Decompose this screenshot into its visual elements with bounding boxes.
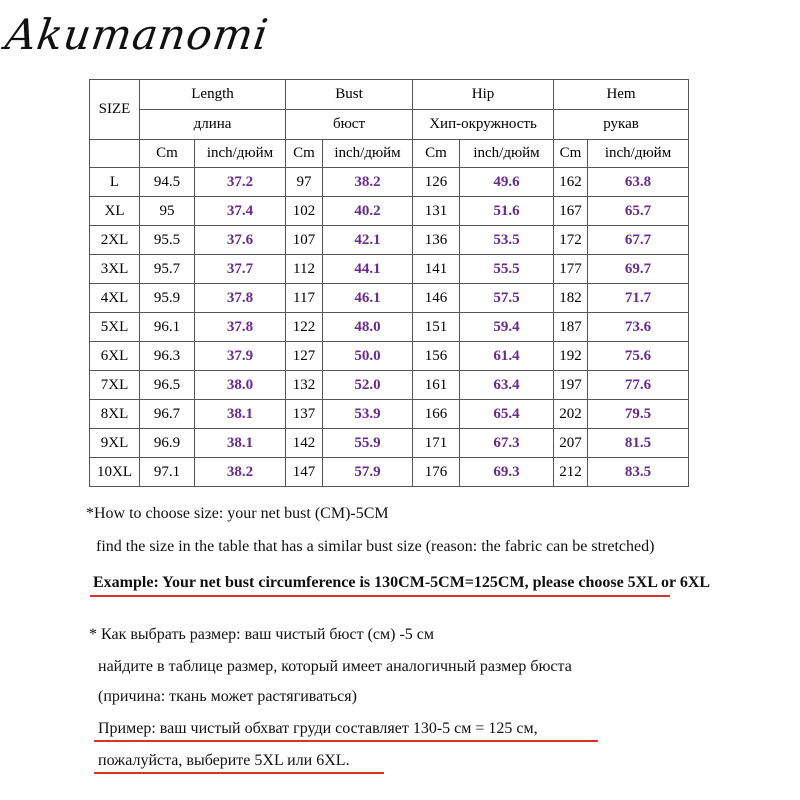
cm-value-cell: 192: [554, 342, 588, 371]
cm-value-cell: 151: [413, 313, 460, 342]
inch-value-cell: 57.9: [323, 458, 413, 487]
inch-value-cell: 37.7: [195, 255, 286, 284]
cm-value-cell: 141: [413, 255, 460, 284]
inch-value-cell: 50.0: [323, 342, 413, 371]
cm-value-cell: 96.7: [140, 400, 195, 429]
brand-logo: Akumanomi: [2, 10, 272, 59]
hem-header-en: Hem: [554, 80, 689, 110]
cm-value-cell: 102: [286, 197, 323, 226]
inch-value-cell: 48.0: [323, 313, 413, 342]
inch-value-cell: 79.5: [588, 400, 689, 429]
inch-value-cell: 37.6: [195, 226, 286, 255]
note-en-find: find the size in the table that has a similar bust size (reason: the fabric can be stretched): [96, 538, 655, 555]
size-cell: 4XL: [90, 284, 140, 313]
cm-value-cell: 162: [554, 168, 588, 197]
inch-value-cell: 53.5: [460, 226, 554, 255]
inch-value-cell: 38.2: [323, 168, 413, 197]
inch-value-cell: 55.5: [460, 255, 554, 284]
inch-value-cell: 37.4: [195, 197, 286, 226]
cm-value-cell: 166: [413, 400, 460, 429]
inch-value-cell: 38.1: [195, 400, 286, 429]
cm-value-cell: 202: [554, 400, 588, 429]
cm-value-cell: 97: [286, 168, 323, 197]
inch-value-cell: 75.6: [588, 342, 689, 371]
note-ru-example-2: пожалуйста, выберите 5XL или 6XL.: [98, 752, 350, 769]
cm-value-cell: 171: [413, 429, 460, 458]
note-ru-reason: (причина: ткань может растягиваться): [98, 688, 357, 705]
cm-value-cell: 156: [413, 342, 460, 371]
cm-value-cell: 95.5: [140, 226, 195, 255]
inch-value-cell: 40.2: [323, 197, 413, 226]
inch-value-cell: 77.6: [588, 371, 689, 400]
unit-cm: Cm: [286, 140, 323, 168]
unit-cm: Cm: [554, 140, 588, 168]
cm-value-cell: 95: [140, 197, 195, 226]
inch-value-cell: 55.9: [323, 429, 413, 458]
inch-value-cell: 37.8: [195, 313, 286, 342]
cm-value-cell: 97.1: [140, 458, 195, 487]
inch-value-cell: 44.1: [323, 255, 413, 284]
hip-header-ru: Хип-окружность: [413, 110, 554, 140]
cm-value-cell: 94.5: [140, 168, 195, 197]
inch-value-cell: 69.7: [588, 255, 689, 284]
size-cell: 5XL: [90, 313, 140, 342]
inch-value-cell: 46.1: [323, 284, 413, 313]
cm-value-cell: 197: [554, 371, 588, 400]
hem-header-ru: рукав: [554, 110, 689, 140]
bust-header-en: Bust: [286, 80, 413, 110]
inch-value-cell: 38.2: [195, 458, 286, 487]
inch-value-cell: 67.7: [588, 226, 689, 255]
inch-value-cell: 59.4: [460, 313, 554, 342]
bust-header-ru: бюст: [286, 110, 413, 140]
cm-value-cell: 176: [413, 458, 460, 487]
inch-value-cell: 37.9: [195, 342, 286, 371]
size-cell: 7XL: [90, 371, 140, 400]
inch-value-cell: 65.7: [588, 197, 689, 226]
inch-value-cell: 49.6: [460, 168, 554, 197]
hip-header-en: Hip: [413, 80, 554, 110]
inch-value-cell: 67.3: [460, 429, 554, 458]
inch-value-cell: 38.0: [195, 371, 286, 400]
inch-value-cell: 63.8: [588, 168, 689, 197]
cm-value-cell: 167: [554, 197, 588, 226]
cm-value-cell: 122: [286, 313, 323, 342]
unit-inch: inch/дюйм: [323, 140, 413, 168]
inch-value-cell: 53.9: [323, 400, 413, 429]
cm-value-cell: 132: [286, 371, 323, 400]
cm-value-cell: 112: [286, 255, 323, 284]
note-en-rule: *How to choose size: your net bust (CM)-5CM: [86, 505, 389, 522]
cm-value-cell: 95.7: [140, 255, 195, 284]
cm-value-cell: 172: [554, 226, 588, 255]
unit-inch: inch/дюйм: [460, 140, 554, 168]
red-underline: [94, 740, 598, 742]
size-cell: 6XL: [90, 342, 140, 371]
size-cell: L: [90, 168, 140, 197]
length-header-en: Length: [140, 80, 286, 110]
size-cell: 8XL: [90, 400, 140, 429]
cm-value-cell: 146: [413, 284, 460, 313]
cm-value-cell: 126: [413, 168, 460, 197]
cm-value-cell: 137: [286, 400, 323, 429]
unit-inch: inch/дюйм: [588, 140, 689, 168]
cm-value-cell: 96.5: [140, 371, 195, 400]
inch-value-cell: 38.1: [195, 429, 286, 458]
size-header: SIZE: [90, 80, 140, 140]
cm-value-cell: 177: [554, 255, 588, 284]
inch-value-cell: 52.0: [323, 371, 413, 400]
unit-cm: Cm: [413, 140, 460, 168]
cm-value-cell: 182: [554, 284, 588, 313]
cm-value-cell: 127: [286, 342, 323, 371]
inch-value-cell: 42.1: [323, 226, 413, 255]
size-cell: 10XL: [90, 458, 140, 487]
cm-value-cell: 96.3: [140, 342, 195, 371]
inch-value-cell: 37.8: [195, 284, 286, 313]
note-en-example: Example: Your net bust circumference is 130CM-5CM=125CM, please choose 5XL or 6XL: [93, 574, 711, 591]
size-cell: 2XL: [90, 226, 140, 255]
note-ru-rule: * Как выбрать размер: ваш чистый бюст (см) -5 см: [89, 626, 435, 643]
cm-value-cell: 187: [554, 313, 588, 342]
size-cell: 3XL: [90, 255, 140, 284]
cm-value-cell: 131: [413, 197, 460, 226]
cm-value-cell: 95.9: [140, 284, 195, 313]
inch-value-cell: 51.6: [460, 197, 554, 226]
unit-inch: inch/дюйм: [195, 140, 286, 168]
inch-value-cell: 73.6: [588, 313, 689, 342]
inch-value-cell: 57.5: [460, 284, 554, 313]
cm-value-cell: 107: [286, 226, 323, 255]
size-cell: XL: [90, 197, 140, 226]
cm-value-cell: 136: [413, 226, 460, 255]
red-underline: [94, 772, 384, 774]
cm-value-cell: 117: [286, 284, 323, 313]
cm-value-cell: 96.9: [140, 429, 195, 458]
cm-value-cell: 142: [286, 429, 323, 458]
length-header-ru: длина: [140, 110, 286, 140]
cm-value-cell: 161: [413, 371, 460, 400]
inch-value-cell: 37.2: [195, 168, 286, 197]
inch-value-cell: 65.4: [460, 400, 554, 429]
note-ru-find: найдите в таблице размер, который имеет аналогичный размер бюста: [98, 658, 572, 675]
cm-value-cell: 212: [554, 458, 588, 487]
inch-value-cell: 63.4: [460, 371, 554, 400]
cm-value-cell: 147: [286, 458, 323, 487]
cm-value-cell: 207: [554, 429, 588, 458]
inch-value-cell: 81.5: [588, 429, 689, 458]
note-ru-example-1: Пример: ваш чистый обхват груди составляет 130-5 см = 125 см,: [98, 720, 538, 737]
unit-cm: Cm: [140, 140, 195, 168]
size-cell: 9XL: [90, 429, 140, 458]
red-underline: [90, 595, 670, 597]
inch-value-cell: 83.5: [588, 458, 689, 487]
inch-value-cell: 71.7: [588, 284, 689, 313]
inch-value-cell: 69.3: [460, 458, 554, 487]
inch-value-cell: 61.4: [460, 342, 554, 371]
cm-value-cell: 96.1: [140, 313, 195, 342]
